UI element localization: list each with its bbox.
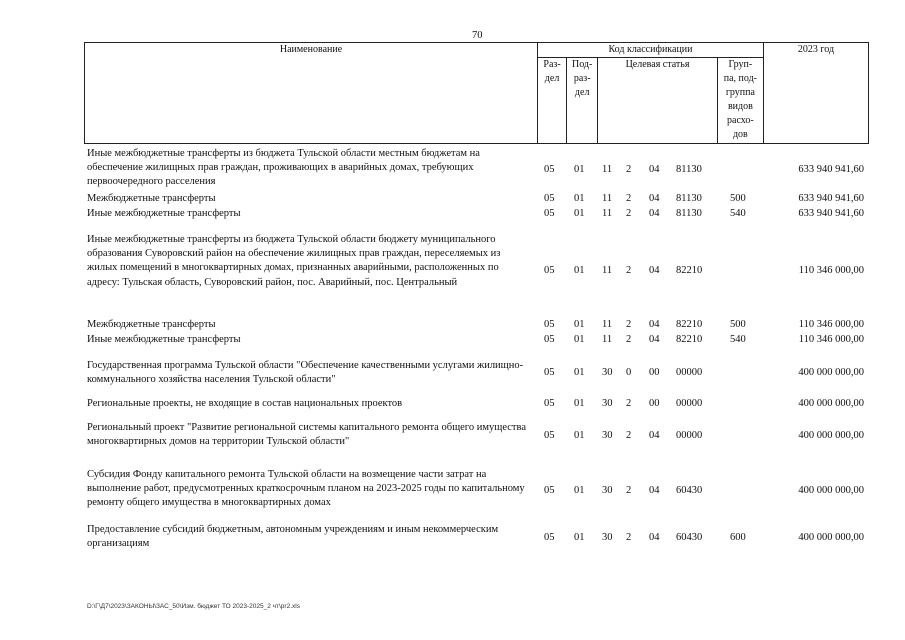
cell-subprogram: 04 (649, 485, 660, 496)
cell-program: 11 (602, 193, 613, 204)
cell-podrazdel: 01 (574, 398, 585, 409)
cell-subprogram: 04 (649, 532, 660, 543)
cell-sum: 633 940 941,60 (798, 208, 864, 219)
file-path-footer: D:\Г\Д7\2023\ЗАКОНЫ\ЗАС_50\Изм. бюджет ТО 2023-2025_2 чт\pr2.xls (87, 603, 300, 610)
cell-sum: 400 000 000,00 (798, 485, 864, 496)
cell-code: 81130 (676, 164, 702, 175)
cell-program: 30 (602, 430, 613, 441)
cell-code: 00000 (676, 367, 703, 378)
cell-podrazdel: 01 (574, 164, 585, 175)
cell-sum: 633 940 941,60 (798, 164, 864, 175)
cell-code: 81130 (676, 208, 702, 219)
row-name: Региональный проект "Развитие региональной системы капитального ремонта общего имущества многоквартирных домов на территории Тульской области" (87, 422, 526, 448)
cell-subprogram: 00 (649, 398, 660, 409)
cell-sum: 400 000 000,00 (798, 367, 864, 378)
cell-program: 30 (602, 485, 613, 496)
cell-podrazdel: 01 (574, 334, 585, 345)
cell-subprogram: 04 (649, 164, 660, 175)
cell-sum: 110 346 000,00 (798, 265, 864, 276)
cell-program: 30 (602, 398, 613, 409)
cell-subprogram: 04 (649, 319, 660, 330)
row-name: Иные межбюджетные трансферты из бюджета Тульской области местным бюджетам на обеспечение жилищных прав граждан, проживающих в аварийных домах, требующих первоочередного расселения (87, 148, 480, 188)
cell-type: 2 (626, 532, 632, 543)
row-name: Межбюджетные трансферты (87, 193, 216, 204)
cell-razdel: 05 (544, 265, 555, 276)
row-name: Государственная программа Тульской области "Обеспечение качественными услугами жилищно-коммунального хозяйства населения Тульской области" (87, 360, 524, 386)
cell-razdel: 05 (544, 193, 555, 204)
cell-podrazdel: 01 (574, 430, 585, 441)
cell-sum: 633 940 941,60 (798, 193, 864, 204)
cell-program: 11 (602, 265, 613, 276)
cell-subprogram: 04 (649, 193, 660, 204)
cell-podrazdel: 01 (574, 367, 585, 378)
row-name: Субсидия Фонду капитального ремонта Тульской области на возмещение части затрат на выполнение работ, предусмотренных краткосрочным планом на 2023-2025 годы по капитальному ремонту общего имущества в многоквартирных домах (87, 469, 525, 509)
cell-sum: 400 000 000,00 (798, 398, 864, 409)
header-target: Целевая статья (598, 58, 718, 144)
cell-program: 30 (602, 532, 613, 543)
cell-type: 2 (626, 193, 632, 204)
cell-program: 11 (602, 208, 613, 219)
cell-expense-type: 500 (730, 319, 746, 330)
cell-razdel: 05 (544, 164, 555, 175)
cell-type: 2 (626, 265, 632, 276)
cell-type: 2 (626, 164, 632, 175)
cell-podrazdel: 01 (574, 193, 585, 204)
header-group: Груп- па, под- группа видов расхо- дов (717, 58, 763, 144)
cell-expense-type: 500 (730, 193, 746, 204)
header-year: 2023 год (764, 43, 869, 144)
cell-subprogram: 00 (649, 367, 660, 378)
cell-type: 2 (626, 398, 632, 409)
cell-razdel: 05 (544, 532, 555, 543)
cell-sum: 400 000 000,00 (798, 532, 864, 543)
cell-code: 60430 (676, 532, 703, 543)
cell-type: 2 (626, 430, 632, 441)
cell-code: 82210 (676, 265, 703, 276)
cell-code: 82210 (676, 319, 703, 330)
row-name: Иные межбюджетные трансферты из бюджета Тульской области бюджету муниципального образования Суворовский район на обеспечение жилищных прав граждан, переселяемых из жилых помещений в многоквартирных домах, признанных аварийными, расположенных по адресу: Тульская область, Суворовский район, пос. Аварийный, пос. Центральный (87, 234, 501, 288)
cell-type: 2 (626, 485, 632, 496)
cell-program: 11 (602, 334, 613, 345)
cell-type: 2 (626, 334, 632, 345)
cell-program: 30 (602, 367, 613, 378)
cell-type: 0 (626, 367, 632, 378)
cell-subprogram: 04 (649, 430, 660, 441)
cell-type: 2 (626, 208, 632, 219)
cell-expense-type: 600 (730, 532, 746, 543)
cell-type: 2 (626, 319, 632, 330)
cell-code: 81130 (676, 193, 702, 204)
cell-podrazdel: 01 (574, 485, 585, 496)
cell-razdel: 05 (544, 485, 555, 496)
cell-expense-type: 540 (730, 334, 746, 345)
cell-sum: 110 346 000,00 (798, 334, 864, 345)
cell-code: 00000 (676, 430, 703, 441)
header-podrazdel: Под- раз- дел (567, 58, 598, 144)
cell-razdel: 05 (544, 398, 555, 409)
row-name: Иные межбюджетные трансферты (87, 334, 241, 345)
row-name: Региональные проекты, не входящие в состав национальных проектов (87, 398, 403, 409)
cell-subprogram: 04 (649, 334, 660, 345)
cell-razdel: 05 (544, 334, 555, 345)
cell-sum: 110 346 000,00 (798, 319, 864, 330)
cell-podrazdel: 01 (574, 208, 585, 219)
cell-podrazdel: 01 (574, 532, 585, 543)
cell-razdel: 05 (544, 430, 555, 441)
row-name: Иные межбюджетные трансферты (87, 208, 241, 219)
cell-podrazdel: 01 (574, 265, 585, 276)
cell-razdel: 05 (544, 208, 555, 219)
header-razdel: Раз- дел (538, 58, 567, 144)
cell-subprogram: 04 (649, 208, 660, 219)
cell-code: 82210 (676, 334, 703, 345)
cell-code: 00000 (676, 398, 703, 409)
cell-razdel: 05 (544, 367, 555, 378)
page-number: 70 (472, 30, 483, 41)
row-name: Межбюджетные трансферты (87, 319, 216, 330)
row-name: Предоставление субсидий бюджетным, автономным учреждениям и иным некоммерческим организациям (87, 524, 499, 550)
header-code: Код классификации (538, 43, 764, 58)
cell-program: 11 (602, 164, 613, 175)
cell-podrazdel: 01 (574, 319, 585, 330)
cell-program: 11 (602, 319, 613, 330)
cell-expense-type: 540 (730, 208, 746, 219)
cell-razdel: 05 (544, 319, 555, 330)
cell-subprogram: 04 (649, 265, 660, 276)
cell-sum: 400 000 000,00 (798, 430, 864, 441)
cell-code: 60430 (676, 485, 703, 496)
header-name: Наименование (85, 43, 538, 144)
